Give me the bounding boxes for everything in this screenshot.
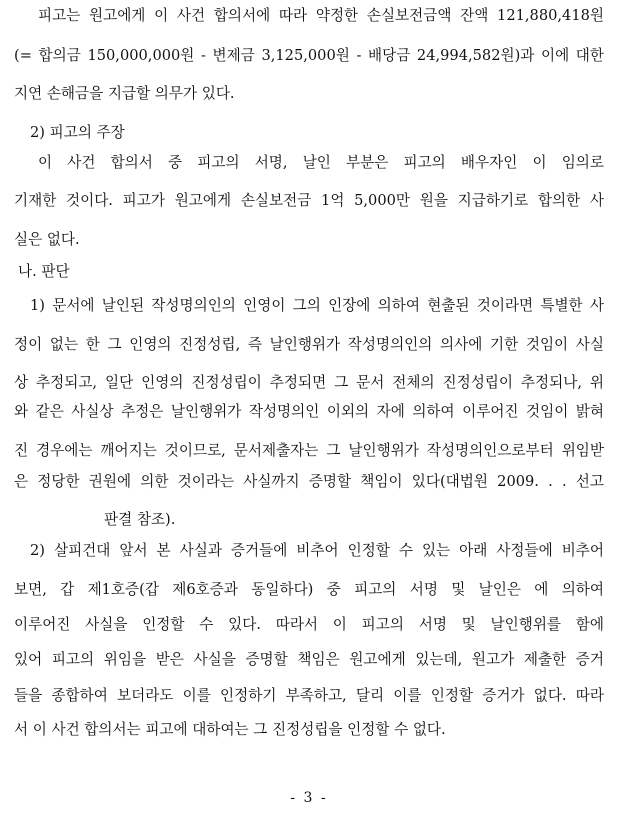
paragraph-line: 1) 문서에 날인된 작성명의인의 인영이 그의 인장에 의하여 현출된 것이라면 특별한 사 [30, 297, 604, 314]
paragraph-line: 있어 피고의 위임을 받은 사실을 증명할 책임은 원고에게 있는데, 원고가 제출한 증거 [14, 651, 604, 668]
paragraph-line: 판결 참조). [104, 511, 176, 528]
section-heading: 나. 판단 [18, 263, 70, 280]
paragraph-line: 진 경우에는 깨어지는 것이므로, 문서제출자는 그 날인행위가 작성명의인으로부터 위임받 [14, 442, 604, 459]
paragraph-line: 실은 없다. [14, 231, 80, 248]
paragraph-line: 은 정당한 권원에 의한 것이라는 사실까지 증명할 책임이 있다(대법원 2009. . . 선고 [14, 473, 604, 490]
paragraph-line: 정이 없는 한 그 인영의 진정성립, 즉 날인행위가 작성명의인의 의사에 기한 것임이 사실 [14, 336, 604, 353]
page-number: - 3 - [290, 790, 328, 806]
paragraph-line: (= 합의금 150,000,000원 - 변제금 3,125,000원 - 배당금 24,994,582원)과 이에 대한 [14, 47, 604, 64]
paragraph-line: 피고는 원고에게 이 사건 합의서에 따라 약정한 손실보전금액 잔액 121,880,418원 [38, 7, 604, 24]
paragraph-line: 와 같은 사실상 추정은 날인행위가 작성명의인 이외의 자에 의하여 이루어진 것임이 밝혀 [14, 403, 604, 420]
paragraph-line: 들을 종합하여 보더라도 이를 인정하기 부족하고, 달리 이를 인정할 증거가 없다. 따라 [14, 687, 604, 704]
paragraph-line: 서 이 사건 합의서는 피고에 대하여는 그 진정성립을 인정할 수 없다. [14, 721, 446, 738]
paragraph-line: 2) 살피건대 앞서 본 사실과 증거들에 비추어 인정할 수 있는 아래 사정들에 비추어 [30, 542, 604, 559]
paragraph-line: 이루어진 사실을 인정할 수 있다. 따라서 이 피고의 서명 및 날인행위를 함에 [14, 616, 604, 633]
paragraph-line: 지연 손해금을 지급할 의무가 있다. [14, 85, 235, 102]
paragraph-line: 이 사건 합의서 중 피고의 서명, 날인 부분은 피고의 배우자인 이 임의로 [38, 154, 604, 171]
paragraph-line: 보면, 갑 제1호증(갑 제6호증과 동일하다) 중 피고의 서명 및 날인은 에 의하여 [14, 581, 604, 598]
paragraph-line: 상 추정되고, 일단 인영의 진정성립이 추정되면 그 문서 전체의 진정성립이 추정되나, 위 [14, 374, 604, 391]
paragraph-line: 기재한 것이다. 피고가 원고에게 손실보전금 1억 5,000만 원을 지급하기로 합의한 사 [14, 192, 604, 209]
section-heading: 2) 피고의 주장 [30, 124, 125, 141]
